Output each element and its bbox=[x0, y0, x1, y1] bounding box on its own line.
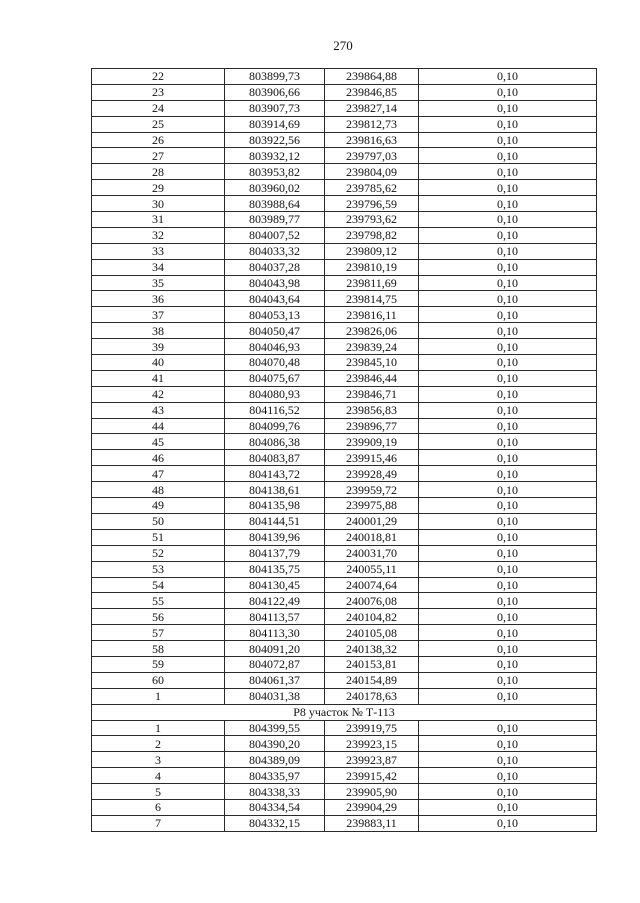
y-coordinate-cell: 239909,19 bbox=[325, 434, 419, 450]
point-number-cell: 51 bbox=[92, 529, 225, 545]
section-row bbox=[92, 704, 597, 720]
point-number-cell: 25 bbox=[92, 116, 225, 132]
accuracy-cell: 0,10 bbox=[419, 545, 597, 561]
coordinates-table bbox=[91, 68, 597, 832]
y-coordinate-cell: 239827,14 bbox=[325, 100, 419, 116]
y-coordinate-cell: 239923,15 bbox=[325, 736, 419, 752]
x-coordinate-cell: 803960,02 bbox=[225, 180, 325, 196]
point-number-cell: 24 bbox=[92, 100, 225, 116]
x-coordinate-cell: 804143,72 bbox=[225, 466, 325, 482]
table-row bbox=[92, 227, 597, 243]
point-number-cell: 37 bbox=[92, 307, 225, 323]
x-coordinate-cell: 804122,49 bbox=[225, 593, 325, 609]
y-coordinate-cell: 239796,59 bbox=[325, 196, 419, 212]
point-number-cell: 44 bbox=[92, 418, 225, 434]
table-row bbox=[92, 450, 597, 466]
accuracy-cell: 0,10 bbox=[419, 402, 597, 418]
y-coordinate-cell: 239816,11 bbox=[325, 307, 419, 323]
table-row bbox=[92, 307, 597, 323]
x-coordinate-cell: 803914,69 bbox=[225, 116, 325, 132]
accuracy-cell: 0,10 bbox=[419, 593, 597, 609]
accuracy-cell: 0,10 bbox=[419, 116, 597, 132]
accuracy-cell: 0,10 bbox=[419, 132, 597, 148]
y-coordinate-cell: 239923,87 bbox=[325, 752, 419, 768]
accuracy-cell: 0,10 bbox=[419, 196, 597, 212]
table-row bbox=[92, 116, 597, 132]
y-coordinate-cell: 239809,12 bbox=[325, 243, 419, 259]
accuracy-cell: 0,10 bbox=[419, 450, 597, 466]
x-coordinate-cell: 803989,77 bbox=[225, 212, 325, 228]
accuracy-cell: 0,10 bbox=[419, 259, 597, 275]
table-row bbox=[92, 577, 597, 593]
y-coordinate-cell: 239810,19 bbox=[325, 259, 419, 275]
y-coordinate-cell: 240055,11 bbox=[325, 561, 419, 577]
table-row bbox=[92, 196, 597, 212]
y-coordinate-cell: 239826,06 bbox=[325, 323, 419, 339]
point-number-cell: 43 bbox=[92, 402, 225, 418]
accuracy-cell: 0,10 bbox=[419, 227, 597, 243]
table-row bbox=[92, 84, 597, 100]
y-coordinate-cell: 239785,62 bbox=[325, 180, 419, 196]
section-title: Р8 участок № Т-113 bbox=[92, 704, 597, 720]
y-coordinate-cell: 239839,24 bbox=[325, 339, 419, 355]
point-number-cell: 52 bbox=[92, 545, 225, 561]
point-number-cell: 41 bbox=[92, 370, 225, 386]
y-coordinate-cell: 239928,49 bbox=[325, 466, 419, 482]
point-number-cell: 46 bbox=[92, 450, 225, 466]
table-row bbox=[92, 799, 597, 815]
accuracy-cell: 0,10 bbox=[419, 720, 597, 736]
accuracy-cell: 0,10 bbox=[419, 69, 597, 85]
accuracy-cell: 0,10 bbox=[419, 243, 597, 259]
table-row bbox=[92, 275, 597, 291]
table-row bbox=[92, 466, 597, 482]
table-row bbox=[92, 355, 597, 371]
table-row bbox=[92, 69, 597, 85]
y-coordinate-cell: 239814,75 bbox=[325, 291, 419, 307]
accuracy-cell: 0,10 bbox=[419, 100, 597, 116]
point-number-cell: 27 bbox=[92, 148, 225, 164]
y-coordinate-cell: 239846,85 bbox=[325, 84, 419, 100]
x-coordinate-cell: 804332,15 bbox=[225, 815, 325, 831]
point-number-cell: 48 bbox=[92, 482, 225, 498]
point-number-cell: 50 bbox=[92, 513, 225, 529]
accuracy-cell: 0,10 bbox=[419, 736, 597, 752]
x-coordinate-cell: 804335,97 bbox=[225, 768, 325, 784]
accuracy-cell: 0,10 bbox=[419, 355, 597, 371]
y-coordinate-cell: 239804,09 bbox=[325, 164, 419, 180]
accuracy-cell: 0,10 bbox=[419, 752, 597, 768]
point-number-cell: 4 bbox=[92, 768, 225, 784]
x-coordinate-cell: 803906,66 bbox=[225, 84, 325, 100]
accuracy-cell: 0,10 bbox=[419, 529, 597, 545]
accuracy-cell: 0,10 bbox=[419, 370, 597, 386]
table-row bbox=[92, 625, 597, 641]
accuracy-cell: 0,10 bbox=[419, 434, 597, 450]
y-coordinate-cell: 240074,64 bbox=[325, 577, 419, 593]
table-row bbox=[92, 243, 597, 259]
point-number-cell: 60 bbox=[92, 672, 225, 688]
y-coordinate-cell: 239811,69 bbox=[325, 275, 419, 291]
point-number-cell: 29 bbox=[92, 180, 225, 196]
accuracy-cell: 0,10 bbox=[419, 291, 597, 307]
y-coordinate-cell: 239797,03 bbox=[325, 148, 419, 164]
x-coordinate-cell: 804135,98 bbox=[225, 498, 325, 514]
table-row bbox=[92, 688, 597, 704]
y-coordinate-cell: 239856,83 bbox=[325, 402, 419, 418]
table-row bbox=[92, 752, 597, 768]
x-coordinate-cell: 804139,96 bbox=[225, 529, 325, 545]
y-coordinate-cell: 239845,10 bbox=[325, 355, 419, 371]
point-number-cell: 28 bbox=[92, 164, 225, 180]
point-number-cell: 34 bbox=[92, 259, 225, 275]
x-coordinate-cell: 804390,20 bbox=[225, 736, 325, 752]
table-row bbox=[92, 529, 597, 545]
accuracy-cell: 0,10 bbox=[419, 212, 597, 228]
accuracy-cell: 0,10 bbox=[419, 418, 597, 434]
y-coordinate-cell: 239812,73 bbox=[325, 116, 419, 132]
point-number-cell: 56 bbox=[92, 609, 225, 625]
point-number-cell: 59 bbox=[92, 656, 225, 672]
y-coordinate-cell: 239864,88 bbox=[325, 69, 419, 85]
accuracy-cell: 0,10 bbox=[419, 799, 597, 815]
table-body-after bbox=[92, 720, 597, 831]
y-coordinate-cell: 240104,82 bbox=[325, 609, 419, 625]
point-number-cell: 35 bbox=[92, 275, 225, 291]
x-coordinate-cell: 804053,13 bbox=[225, 307, 325, 323]
table-row bbox=[92, 593, 597, 609]
y-coordinate-cell: 240105,08 bbox=[325, 625, 419, 641]
table-row bbox=[92, 370, 597, 386]
section-header bbox=[92, 704, 597, 720]
y-coordinate-cell: 240076,08 bbox=[325, 593, 419, 609]
accuracy-cell: 0,10 bbox=[419, 625, 597, 641]
x-coordinate-cell: 804033,32 bbox=[225, 243, 325, 259]
table-row bbox=[92, 418, 597, 434]
point-number-cell: 23 bbox=[92, 84, 225, 100]
x-coordinate-cell: 803953,82 bbox=[225, 164, 325, 180]
point-number-cell: 55 bbox=[92, 593, 225, 609]
accuracy-cell: 0,10 bbox=[419, 148, 597, 164]
table-row bbox=[92, 561, 597, 577]
y-coordinate-cell: 240031,70 bbox=[325, 545, 419, 561]
point-number-cell: 1 bbox=[92, 720, 225, 736]
table-row bbox=[92, 784, 597, 800]
point-number-cell: 26 bbox=[92, 132, 225, 148]
table-row bbox=[92, 736, 597, 752]
y-coordinate-cell: 239846,71 bbox=[325, 386, 419, 402]
y-coordinate-cell: 239905,90 bbox=[325, 784, 419, 800]
accuracy-cell: 0,10 bbox=[419, 275, 597, 291]
x-coordinate-cell: 804334,54 bbox=[225, 799, 325, 815]
accuracy-cell: 0,10 bbox=[419, 609, 597, 625]
y-coordinate-cell: 239915,42 bbox=[325, 768, 419, 784]
x-coordinate-cell: 804072,87 bbox=[225, 656, 325, 672]
x-coordinate-cell: 804113,57 bbox=[225, 609, 325, 625]
x-coordinate-cell: 804046,93 bbox=[225, 339, 325, 355]
y-coordinate-cell: 239793,62 bbox=[325, 212, 419, 228]
x-coordinate-cell: 804007,52 bbox=[225, 227, 325, 243]
point-number-cell: 30 bbox=[92, 196, 225, 212]
accuracy-cell: 0,10 bbox=[419, 815, 597, 831]
y-coordinate-cell: 239919,75 bbox=[325, 720, 419, 736]
y-coordinate-cell: 239883,11 bbox=[325, 815, 419, 831]
table-row bbox=[92, 259, 597, 275]
page-number: 270 bbox=[333, 38, 353, 53]
accuracy-cell: 0,10 bbox=[419, 386, 597, 402]
point-number-cell: 2 bbox=[92, 736, 225, 752]
y-coordinate-cell: 239896,77 bbox=[325, 418, 419, 434]
x-coordinate-cell: 803922,56 bbox=[225, 132, 325, 148]
y-coordinate-cell: 240178,63 bbox=[325, 688, 419, 704]
accuracy-cell: 0,10 bbox=[419, 498, 597, 514]
x-coordinate-cell: 804080,93 bbox=[225, 386, 325, 402]
table-row bbox=[92, 545, 597, 561]
x-coordinate-cell: 804135,75 bbox=[225, 561, 325, 577]
point-number-cell: 47 bbox=[92, 466, 225, 482]
y-coordinate-cell: 239915,46 bbox=[325, 450, 419, 466]
accuracy-cell: 0,10 bbox=[419, 164, 597, 180]
table-row bbox=[92, 291, 597, 307]
accuracy-cell: 0,10 bbox=[419, 768, 597, 784]
point-number-cell: 57 bbox=[92, 625, 225, 641]
y-coordinate-cell: 240153,81 bbox=[325, 656, 419, 672]
point-number-cell: 49 bbox=[92, 498, 225, 514]
y-coordinate-cell: 239846,44 bbox=[325, 370, 419, 386]
x-coordinate-cell: 804061,37 bbox=[225, 672, 325, 688]
accuracy-cell: 0,10 bbox=[419, 339, 597, 355]
x-coordinate-cell: 804043,64 bbox=[225, 291, 325, 307]
table-row bbox=[92, 768, 597, 784]
x-coordinate-cell: 803932,12 bbox=[225, 148, 325, 164]
table-row bbox=[92, 498, 597, 514]
table-row bbox=[92, 339, 597, 355]
table-row bbox=[92, 148, 597, 164]
point-number-cell: 33 bbox=[92, 243, 225, 259]
table-row bbox=[92, 641, 597, 657]
table-body-before bbox=[92, 69, 597, 705]
point-number-cell: 39 bbox=[92, 339, 225, 355]
table-row bbox=[92, 323, 597, 339]
x-coordinate-cell: 804037,28 bbox=[225, 259, 325, 275]
x-coordinate-cell: 803907,73 bbox=[225, 100, 325, 116]
table-row bbox=[92, 482, 597, 498]
table-row bbox=[92, 402, 597, 418]
point-number-cell: 5 bbox=[92, 784, 225, 800]
point-number-cell: 3 bbox=[92, 752, 225, 768]
table-row bbox=[92, 656, 597, 672]
point-number-cell: 38 bbox=[92, 323, 225, 339]
point-number-cell: 6 bbox=[92, 799, 225, 815]
x-coordinate-cell: 804113,30 bbox=[225, 625, 325, 641]
table-row bbox=[92, 513, 597, 529]
x-coordinate-cell: 804389,09 bbox=[225, 752, 325, 768]
x-coordinate-cell: 803899,73 bbox=[225, 69, 325, 85]
y-coordinate-cell: 239959,72 bbox=[325, 482, 419, 498]
accuracy-cell: 0,10 bbox=[419, 641, 597, 657]
point-number-cell: 32 bbox=[92, 227, 225, 243]
point-number-cell: 7 bbox=[92, 815, 225, 831]
y-coordinate-cell: 239904,29 bbox=[325, 799, 419, 815]
table-row bbox=[92, 386, 597, 402]
x-coordinate-cell: 804130,45 bbox=[225, 577, 325, 593]
table-row bbox=[92, 164, 597, 180]
x-coordinate-cell: 804070,48 bbox=[225, 355, 325, 371]
point-number-cell: 53 bbox=[92, 561, 225, 577]
x-coordinate-cell: 804116,52 bbox=[225, 402, 325, 418]
x-coordinate-cell: 804083,87 bbox=[225, 450, 325, 466]
table-row bbox=[92, 180, 597, 196]
point-number-cell: 36 bbox=[92, 291, 225, 307]
accuracy-cell: 0,10 bbox=[419, 323, 597, 339]
accuracy-cell: 0,10 bbox=[419, 561, 597, 577]
point-number-cell: 58 bbox=[92, 641, 225, 657]
point-number-cell: 40 bbox=[92, 355, 225, 371]
x-coordinate-cell: 804031,38 bbox=[225, 688, 325, 704]
y-coordinate-cell: 240001,29 bbox=[325, 513, 419, 529]
table-row bbox=[92, 815, 597, 831]
accuracy-cell: 0,10 bbox=[419, 466, 597, 482]
x-coordinate-cell: 804091,20 bbox=[225, 641, 325, 657]
x-coordinate-cell: 804075,67 bbox=[225, 370, 325, 386]
accuracy-cell: 0,10 bbox=[419, 656, 597, 672]
y-coordinate-cell: 239975,88 bbox=[325, 498, 419, 514]
accuracy-cell: 0,10 bbox=[419, 577, 597, 593]
y-coordinate-cell: 240138,32 bbox=[325, 641, 419, 657]
table-row bbox=[92, 720, 597, 736]
x-coordinate-cell: 804137,79 bbox=[225, 545, 325, 561]
point-number-cell: 31 bbox=[92, 212, 225, 228]
table-row bbox=[92, 132, 597, 148]
x-coordinate-cell: 804099,76 bbox=[225, 418, 325, 434]
y-coordinate-cell: 240018,81 bbox=[325, 529, 419, 545]
point-number-cell: 1 bbox=[92, 688, 225, 704]
point-number-cell: 22 bbox=[92, 69, 225, 85]
accuracy-cell: 0,10 bbox=[419, 84, 597, 100]
x-coordinate-cell: 804050,47 bbox=[225, 323, 325, 339]
x-coordinate-cell: 803988,64 bbox=[225, 196, 325, 212]
accuracy-cell: 0,10 bbox=[419, 307, 597, 323]
x-coordinate-cell: 804138,61 bbox=[225, 482, 325, 498]
table-row bbox=[92, 434, 597, 450]
point-number-cell: 45 bbox=[92, 434, 225, 450]
table-row bbox=[92, 672, 597, 688]
x-coordinate-cell: 804043,98 bbox=[225, 275, 325, 291]
table-row bbox=[92, 212, 597, 228]
x-coordinate-cell: 804144,51 bbox=[225, 513, 325, 529]
accuracy-cell: 0,10 bbox=[419, 482, 597, 498]
x-coordinate-cell: 804338,33 bbox=[225, 784, 325, 800]
point-number-cell: 42 bbox=[92, 386, 225, 402]
accuracy-cell: 0,10 bbox=[419, 688, 597, 704]
accuracy-cell: 0,10 bbox=[419, 180, 597, 196]
accuracy-cell: 0,10 bbox=[419, 672, 597, 688]
point-number-cell: 54 bbox=[92, 577, 225, 593]
x-coordinate-cell: 804399,55 bbox=[225, 720, 325, 736]
table-row bbox=[92, 100, 597, 116]
y-coordinate-cell: 239798,82 bbox=[325, 227, 419, 243]
accuracy-cell: 0,10 bbox=[419, 513, 597, 529]
table-row bbox=[92, 609, 597, 625]
y-coordinate-cell: 239816,63 bbox=[325, 132, 419, 148]
accuracy-cell: 0,10 bbox=[419, 784, 597, 800]
y-coordinate-cell: 240154,89 bbox=[325, 672, 419, 688]
x-coordinate-cell: 804086,38 bbox=[225, 434, 325, 450]
